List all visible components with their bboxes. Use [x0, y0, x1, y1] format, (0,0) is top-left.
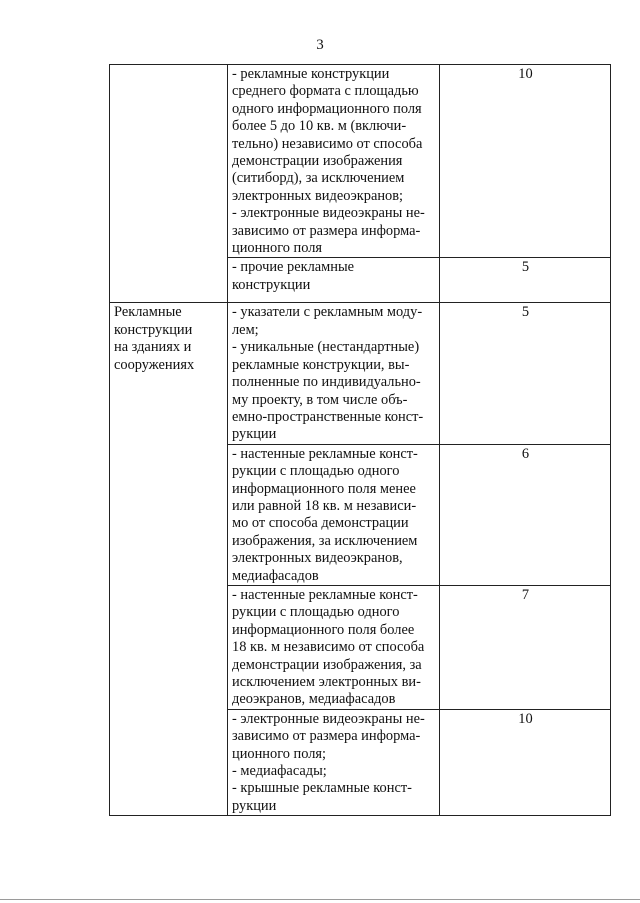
- category-cell: Рекламные конструкции на зданиях и сооружениях: [110, 303, 228, 816]
- value-cell: 7: [440, 585, 611, 709]
- scan-edge-line: [0, 899, 640, 900]
- category-cell: [110, 65, 228, 303]
- description-cell: - электронные видеоэкраны не- зависимо от размера информа- ционного поля; - медиафасады; - крышные рекламные конст- рукции: [228, 709, 440, 815]
- description-cell: - настенные рекламные конст- рукции с площадью одного информационного поля менее или равной 18 кв. м независи- мо от способа демонстрации изображения, за исключением электронных видеоэкранов, медиафасадов: [228, 444, 440, 585]
- page-number: 3: [316, 37, 324, 53]
- value-cell: 10: [440, 709, 611, 815]
- value-cell: 5: [440, 303, 611, 444]
- tariff-table: [109, 64, 611, 816]
- value-cell: 5: [440, 258, 611, 303]
- table-row: [110, 65, 611, 258]
- description-cell: - настенные рекламные конст- рукции с площадью одного информационного поля более 18 кв. м независимо от способа демонстрации изображения, за исключением электронных ви- деоэкранов, медиафасадов: [228, 585, 440, 709]
- description-cell: - прочие рекламные конструкции: [228, 258, 440, 303]
- description-cell: - указатели с рекламным моду- лем; - уникальные (нестандартные) рекламные конструкции, вы- полненные по индивидуально- му проекту, в том числе объ- емно-пространственные конст- рукции: [228, 303, 440, 444]
- table-row: [110, 303, 611, 444]
- value-cell: 10: [440, 65, 611, 258]
- description-cell: - рекламные конструкции среднего формата с площадью одного информационного поля более 5 до 10 кв. м (включи- тельно) независимо от способа демонстрации изображения (ситиборд), за исключением электронных видеоэкранов; - электронные видеоэкраны не- зависимо от размера информа- ционного поля: [228, 65, 440, 258]
- value-cell: 6: [440, 444, 611, 585]
